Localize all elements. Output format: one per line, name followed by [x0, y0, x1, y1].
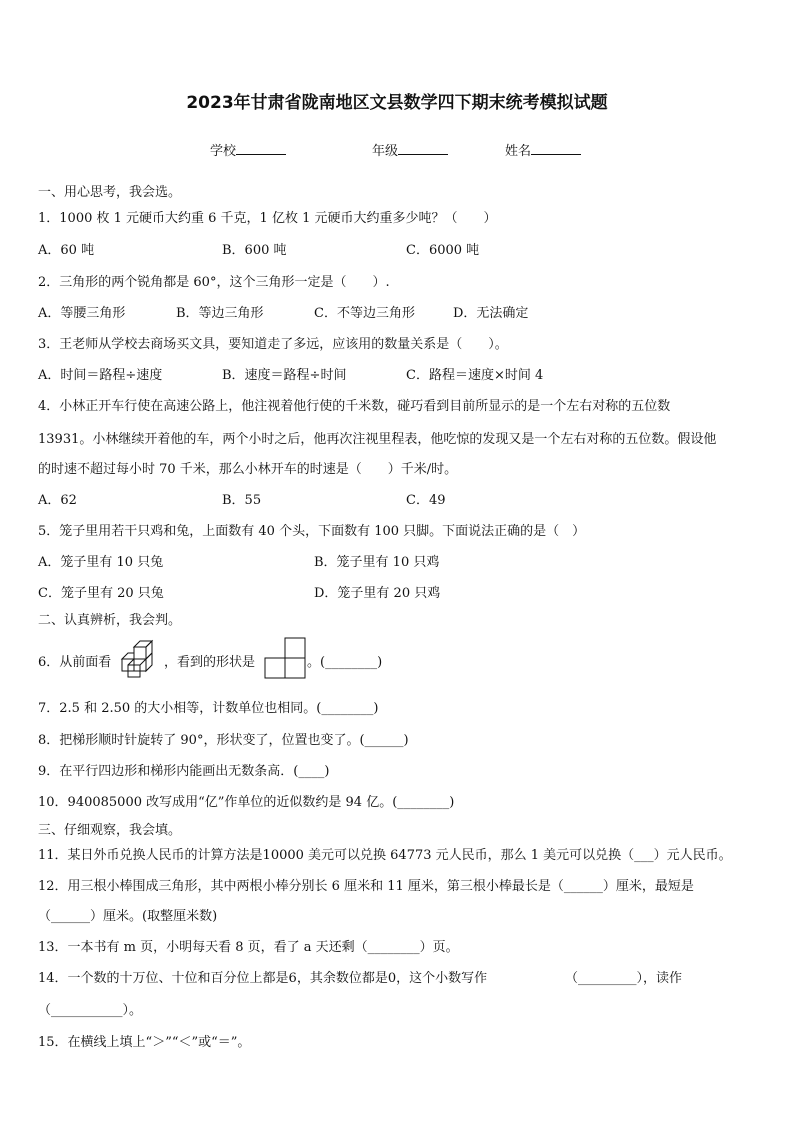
q9-text: 9．在平行四边形和梯形内能画出无数条高．(____)	[38, 764, 330, 779]
q2-option-c[interactable]: C．不等边三角形	[314, 306, 415, 321]
page-title: 2023年甘肃省陇南地区文县数学四下期末统考模拟试题	[186, 93, 608, 113]
q3-option-a[interactable]: A．时间＝路程÷速度	[38, 368, 163, 383]
q1-option-b[interactable]: B．600 吨	[222, 243, 287, 258]
q5-option-d[interactable]: D．笼子里有 20 只鸡	[314, 586, 441, 601]
q13-text: 13．一本书有 m 页，小明每天看 8 页，看了 a 天还剩（________）页。	[38, 940, 459, 955]
q4-line-3: 的时速不超过每小时 70 千米，那么小林开车的时速是（ ）千米/时。	[38, 462, 458, 477]
q5-stem: 5．笼子里用若干只鸡和兔，上面数有 40 个头，下面数有 100 只脚。下面说法正确的是（ ）	[38, 524, 586, 539]
q5-option-c[interactable]: C．笼子里有 20 只兔	[38, 586, 164, 601]
q12-line-2: （______）厘米。(取整厘米数)	[38, 909, 218, 924]
q6-text-1: 6．从前面看	[38, 655, 112, 670]
school-blank[interactable]	[236, 140, 286, 155]
q11-text: 11．某日外币兑换人民币的计算方法是10000 美元可以兑换 64773 元人民币，那么 1 美元可以兑换（___）元人民币。	[38, 848, 732, 863]
name-blank[interactable]	[531, 140, 581, 155]
name-label: 姓名	[505, 144, 532, 159]
q10-text: 10．940085000 改写成用“亿”作单位的近似数约是 94 亿。(________)	[38, 795, 455, 810]
q3-option-c[interactable]: C．路程＝速度×时间 4	[406, 368, 544, 383]
q4-line-2: 13931。小林继续开着他的车，两个小时之后，他再次注视里程表，他吃惊的发现又是一个左右对称的五位数。假设他	[38, 432, 717, 447]
section-1-heading: 一、用心思考，我会选。	[38, 185, 182, 200]
q2-option-b[interactable]: B．等边三角形	[176, 306, 264, 321]
q4-option-c[interactable]: C．49	[406, 493, 446, 508]
q2-stem: 2．三角形的两个锐角都是 60°，这个三角形一定是（ ）.	[38, 275, 390, 290]
name-field	[505, 140, 581, 159]
q1-option-c[interactable]: C．6000 吨	[406, 243, 480, 258]
q4-option-b[interactable]: B．55	[222, 493, 262, 508]
q7-text: 7．2.5 和 2.50 的大小相等，计数单位也相同。(________)	[38, 701, 379, 716]
q1-option-a[interactable]: A．60 吨	[38, 243, 95, 258]
q8-text: 8．把梯形顺时针旋转了 90°，形状变了，位置也变了。(______)	[38, 733, 409, 748]
q5-option-b[interactable]: B．笼子里有 10 只鸡	[314, 555, 440, 570]
q6-text-2: ，看到的形状是	[164, 655, 256, 670]
q2-option-a[interactable]: A．等腰三角形	[38, 306, 126, 321]
shape-view-figure-icon	[264, 637, 306, 679]
section-2-heading: 二、认真辨析，我会判。	[38, 613, 182, 628]
grade-label: 年级	[372, 144, 399, 159]
q15-text: 15．在横线上填上“＞”“＜”或“＝”。	[38, 1035, 251, 1050]
q6-text-3[interactable]: 。(________)	[307, 655, 383, 670]
q3-stem: 3．王老师从学校去商场买文具，要知道走了多远，应该用的数量关系是（ ）。	[38, 337, 508, 352]
q12-line-1: 12．用三根小棒围成三角形，其中两根小棒分别长 6 厘米和 11 厘米，第三根小棒最长是（______）厘米，最短是	[38, 879, 694, 894]
q4-line-1: 4．小林正开车行使在高速公路上，他注视着他行使的千米数，碰巧看到目前所显示的是一个左右对称的五位数	[38, 399, 671, 414]
school-field	[210, 140, 286, 159]
grade-blank[interactable]	[398, 140, 448, 155]
q3-option-b[interactable]: B．速度＝路程÷时间	[222, 368, 347, 383]
section-3-heading: 三、仔细观察，我会填。	[38, 823, 182, 838]
q14-line-1a: 14．一个数的十万位、十位和百分位上都是6，其余数位都是0，这个小数写作	[38, 971, 488, 986]
school-label: 学校	[210, 144, 237, 159]
q14-line-1b: （_________），读作	[565, 971, 683, 986]
q1-stem: 1．1000 枚 1 元硬币大约重 6 千克，1 亿枚 1 元硬币大约重多少吨？（ ）	[38, 211, 497, 226]
grade-field	[372, 140, 448, 159]
q2-option-d[interactable]: D．无法确定	[453, 306, 529, 321]
cubes-figure-icon	[117, 638, 157, 680]
q5-option-a[interactable]: A．笼子里有 10 只兔	[38, 555, 164, 570]
q4-option-a[interactable]: A．62	[38, 493, 77, 508]
q14-line-2: （___________）。	[38, 1003, 143, 1018]
